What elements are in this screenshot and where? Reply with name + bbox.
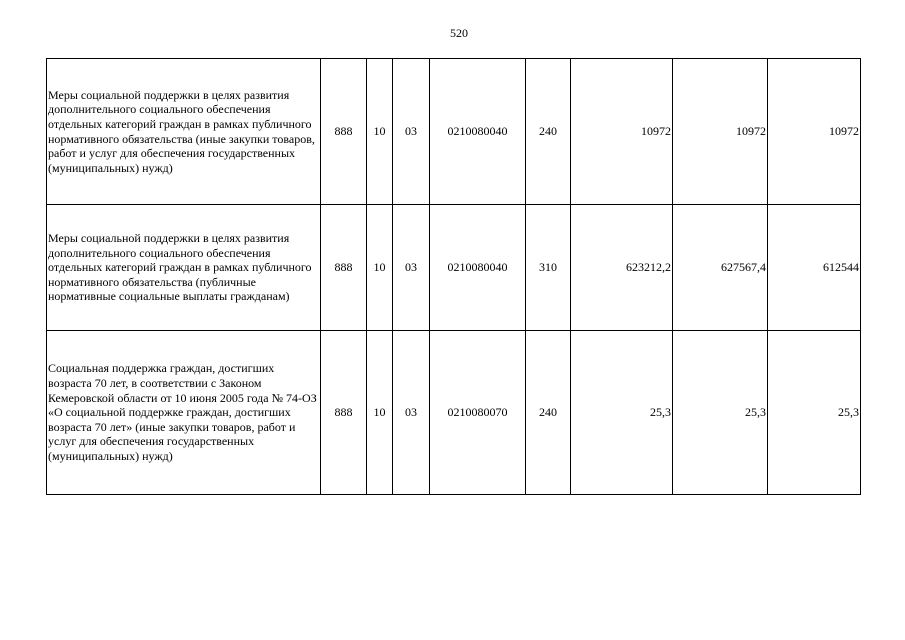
amount-2-cell: 25,3 [673,331,768,495]
expense-type-cell: 240 [526,331,571,495]
amount-1-cell: 25,3 [571,331,673,495]
table-row [47,205,861,331]
amount-3-cell: 25,3 [768,331,861,495]
budget-table [46,58,861,495]
target-article-cell: 0210080040 [430,205,526,331]
expense-type-cell: 240 [526,59,571,205]
description-cell: Меры социальной поддержки в целях развития дополнительного социального обеспечения отдельных категорий граждан в рамках публичного нормативного обязательства (иные закупки товаров, работ и услуг для обеспечения государственных (муниципальных) нужд) [47,59,321,205]
amount-1-cell: 10972 [571,59,673,205]
amount-1-cell: 623212,2 [571,205,673,331]
amount-2-cell: 10972 [673,59,768,205]
subsection-cell: 03 [393,331,430,495]
description-cell: Меры социальной поддержки в целях развития дополнительного социального обеспечения отдельных категорий граждан в рамках публичного нормативного обязательства (публичные нормативные социальные выплаты гражданам) [47,205,321,331]
section-cell: 10 [367,331,393,495]
description-cell: Социальная поддержка граждан, достигших возраста 70 лет, в соответствии с Законом Кемеровской области от 10 июня 2005 года № 74-ОЗ «О социальной поддержке граждан, достигших возраста 70 лет» (иные закупки товаров, работ и услуг для обеспечения государственных (муниципальных) нужд) [47,331,321,495]
table-row [47,331,861,495]
subsection-cell: 03 [393,59,430,205]
target-article-cell: 0210080040 [430,59,526,205]
amount-3-cell: 10972 [768,59,861,205]
ministry-code-cell: 888 [321,205,367,331]
section-cell: 10 [367,59,393,205]
expense-type-cell: 310 [526,205,571,331]
table-row [47,59,861,205]
subsection-cell: 03 [393,205,430,331]
target-article-cell: 0210080070 [430,331,526,495]
amount-3-cell: 612544 [768,205,861,331]
page-number: 520 [450,26,468,40]
amount-2-cell: 627567,4 [673,205,768,331]
ministry-code-cell: 888 [321,59,367,205]
ministry-code-cell: 888 [321,331,367,495]
section-cell: 10 [367,205,393,331]
